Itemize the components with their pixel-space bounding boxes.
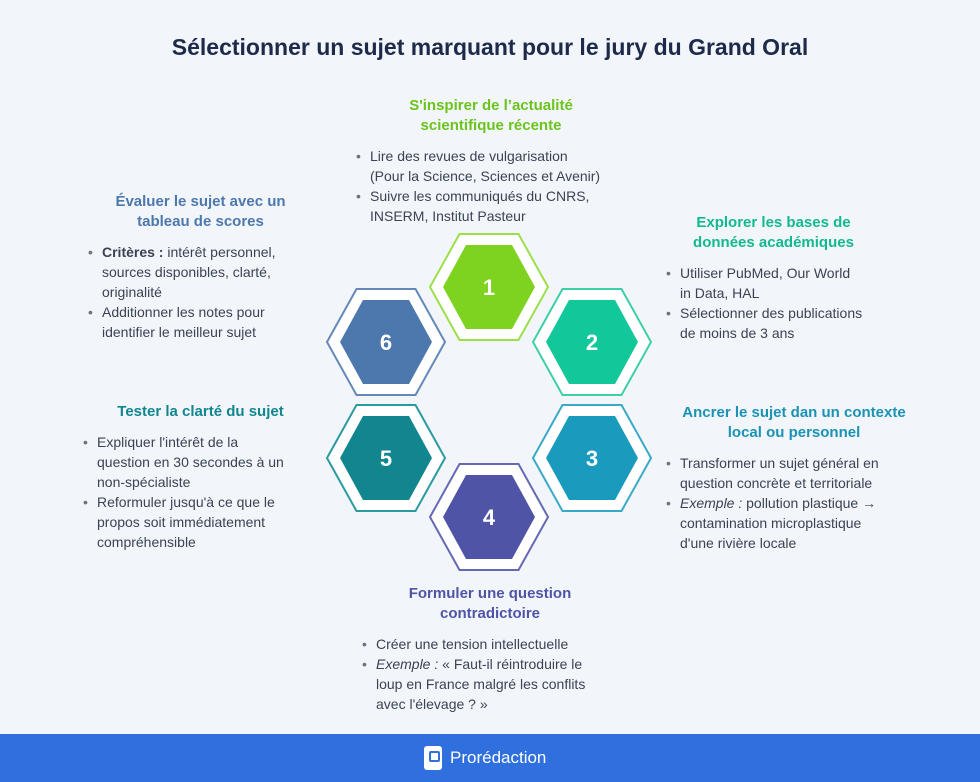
brand[interactable] (424, 744, 546, 772)
list-item: • Reformuler jusqu'à ce que le propos soit immédiatement compréhensible (83, 492, 318, 552)
list-item: • Sélectionner des publications de moins de 3 ans (666, 303, 916, 343)
hexagon-3 (533, 405, 651, 511)
list-item: • Créer une tension intellectuelle (362, 634, 632, 654)
step-4-title: Formuler une question contradictoire (408, 585, 572, 622)
list-item: • Critères : intérêt personnel, sources disponibles, clarté, originalité (88, 242, 313, 302)
step-2-title: Explorer les bases de données académiques (693, 214, 854, 251)
list-item: • Expliquer l'intérêt de la question en 30 secondes à un non-spécialiste (83, 432, 318, 492)
list-item: • Transformer un sujet général en question concrète et territoriale (666, 453, 922, 493)
hexagon-6 (327, 289, 445, 395)
step-2-block (666, 213, 916, 343)
step-5-block (83, 402, 318, 552)
step-2-list (666, 263, 916, 343)
hexagon-number-5: 5 (379, 446, 393, 471)
step-3-block (666, 403, 922, 553)
hexagon-number-2: 2 (585, 330, 599, 355)
step-4-block (362, 584, 632, 714)
proredaction-logo-icon (424, 746, 442, 770)
step-1-title: S'inspirer de l’actualité scientifique récente (409, 97, 573, 134)
hexagon-number-6: 6 (379, 330, 393, 355)
hexagon-number-1: 1 (482, 275, 496, 300)
step-3-list (666, 453, 922, 553)
step-1-list (356, 146, 626, 226)
hexagon-number-4: 4 (482, 505, 496, 530)
footer-bar (0, 734, 980, 782)
list-item: • Exemple : « Faut-il réintroduire le loup en France malgré les conflits avec l'élevage ? » (362, 654, 632, 714)
brand-name: Prorédaction (450, 748, 547, 767)
hexagon-4 (430, 464, 548, 570)
step-6-list (88, 242, 313, 342)
hexagon-number-3: 3 (585, 446, 599, 471)
step-5-list (83, 432, 318, 552)
step-6-block (88, 192, 313, 342)
step-1-block (356, 96, 626, 226)
list-item: • Additionner les notes pour identifier le meilleur sujet (88, 302, 313, 342)
step-5-title: Tester la clarté du sujet (117, 403, 284, 420)
hexagon-2 (533, 289, 651, 395)
step-6-title: Évaluer le sujet avec un tableau de scores (115, 193, 286, 230)
list-item: • Exemple : pollution plastique → contamination microplastique d'une rivière locale (666, 493, 922, 553)
list-item: • Suivre les communiqués du CNRS, INSERM, Institut Pasteur (356, 186, 626, 226)
list-item: • Utiliser PubMed, Our World in Data, HAL (666, 263, 916, 303)
hexagon-1 (430, 234, 548, 340)
list-item: • Lire des revues de vulgarisation (Pour la Science, Sciences et Avenir) (356, 146, 626, 186)
step-3-title: Ancrer le sujet dan un contexte local ou personnel (682, 404, 906, 441)
step-4-list (362, 634, 632, 714)
page-title: Sélectionner un sujet marquant pour le jury du Grand Oral (171, 34, 809, 60)
hexagon-5 (327, 405, 445, 511)
